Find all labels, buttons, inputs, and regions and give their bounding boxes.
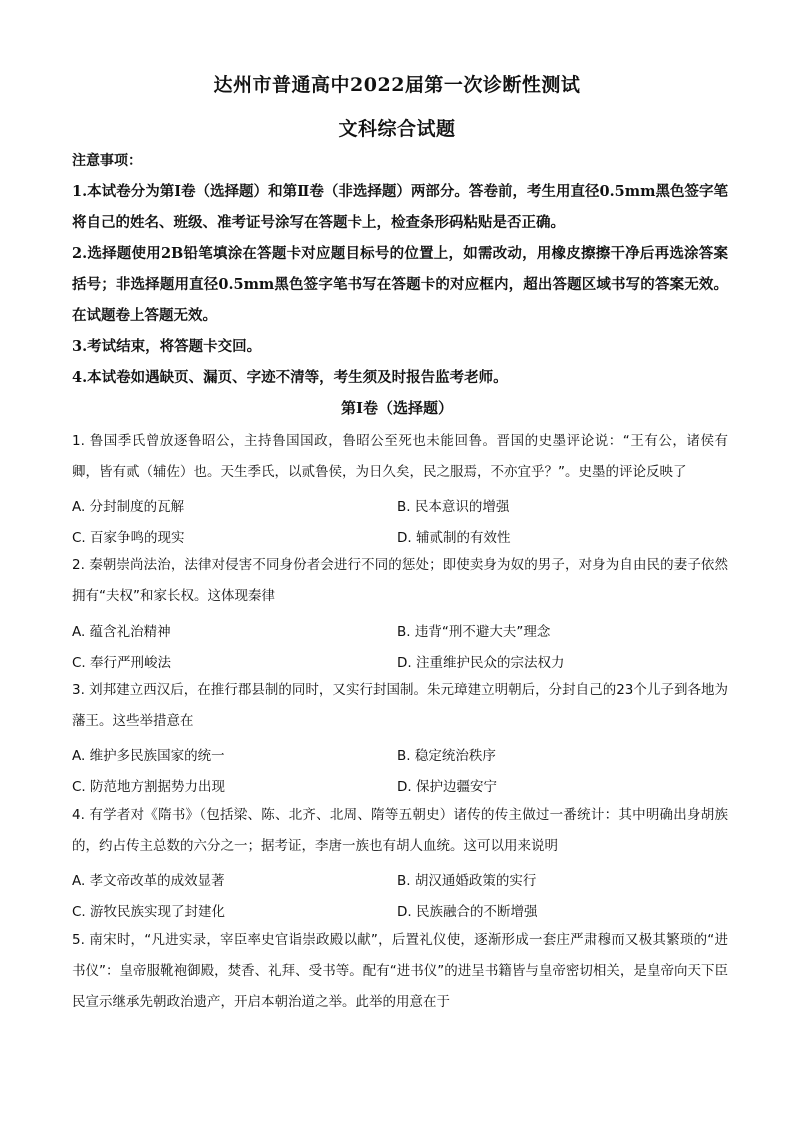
notice-item-2: 2.选择题使用2B铅笔填涂在答题卡对应题目标号的位置上，如需改动，用橡皮擦擦干净后再选涂答案括号；非选择题用直径0.5mm黑色签字笔书写在答题卡的对应框内，超出答题区域书写的答案无效。在试题卷上答题无效。 [72, 245, 728, 324]
question-2-option-c: C. 奉行严刑峻法 [72, 655, 172, 671]
question-3-option-b: B. 稳定统治秩序 [397, 748, 496, 764]
notice-item-1: 1.本试卷分为第Ⅰ卷（选择题）和第Ⅱ卷（非选择题）两部分。答卷前，考生用直径0.5mm黑色签字笔将自己的姓名、班级、准考证号涂写在答题卡上，检查条形码粘贴是否正确。 [72, 183, 728, 231]
question-4-option-a: A. 孝文帝改革的成效显著 [72, 873, 225, 889]
notice-heading: 注意事项： [72, 153, 142, 169]
question-5-stem: 5. 南宋时，“凡进实录，宰臣率史官诣崇政殿以献”，后置礼仪使，逐渐形成一套庄严肃穆而又极其繁琐的“进书仪”：皇帝服靴袍御殿，焚香、礼拜、受书等。配有“进书仪”的进呈书籍皆与皇帝密切相关，是皇帝向天下臣民宣示继承先朝政治遗产，开启本朝治道之举。此举的用意在于 [72, 932, 728, 1010]
exam-title: 达州市普通高中2022届第一次诊断性测试 [213, 74, 581, 96]
question-2-option-d: D. 注重维护民众的宗法权力 [397, 655, 565, 671]
question-1-stem: 1. 鲁国季氏曾放逐鲁昭公，主持鲁国国政，鲁昭公至死也未能回鲁。晋国的史墨评论说：“王有公，诸侯有卿，皆有贰（辅佐）也。天生季氏，以贰鲁侯，为日久矣，民之服焉，不亦宜乎？”。史墨的评论反映了 [72, 433, 728, 480]
question-4-option-b: B. 胡汉通婚政策的实行 [397, 873, 537, 889]
question-2-option-b: B. 违背“刑不避大夫”理念 [397, 624, 551, 640]
section-title: 第Ⅰ卷（选择题） [340, 399, 454, 417]
question-1-option-a: A. 分封制度的瓦解 [72, 499, 185, 515]
question-1-option-b: B. 民本意识的增强 [397, 499, 510, 515]
question-2-stem: 2. 秦朝崇尚法治，法律对侵害不同身份者会进行不同的惩处；即使卖身为奴的男子，对身为自由民的妻子依然拥有“夫权”和家长权。这体现秦律 [72, 557, 728, 604]
question-3-option-d: D. 保护边疆安宁 [397, 779, 497, 795]
exam-subtitle: 文科综合试题 [338, 118, 456, 140]
question-3-option-c: C. 防范地方割据势力出现 [72, 779, 226, 795]
question-4-option-c: C. 游牧民族实现了封建化 [72, 904, 226, 920]
question-3-stem: 3. 刘邦建立西汉后，在推行郡县制的同时，又实行封国制。朱元璋建立明朝后，分封自己的23个儿子到各地为藩王。这些举措意在 [72, 682, 728, 729]
question-1-option-d: D. 辅贰制的有效性 [397, 530, 511, 546]
notice-item-4: 4.本试卷如遇缺页、漏页、字迹不清等，考生须及时报告监考老师。 [72, 369, 508, 386]
notice-item-3: 3.考试结束，将答题卡交回。 [72, 338, 262, 355]
question-4-stem: 4. 有学者对《隋书》（包括梁、陈、北齐、北周、隋等五朝史）诸传的传主做过一番统计：其中明确出身胡族的，约占传主总数的六分之一；据考证，李唐一族也有胡人血统。这可以用来说明 [72, 807, 728, 854]
question-3-option-a: A. 维护多民族国家的统一 [72, 748, 225, 764]
question-1-option-c: C. 百家争鸣的现实 [72, 530, 185, 546]
question-4-option-d: D. 民族融合的不断增强 [397, 904, 538, 920]
question-2-option-a: A. 蕴含礼治精神 [72, 624, 171, 640]
